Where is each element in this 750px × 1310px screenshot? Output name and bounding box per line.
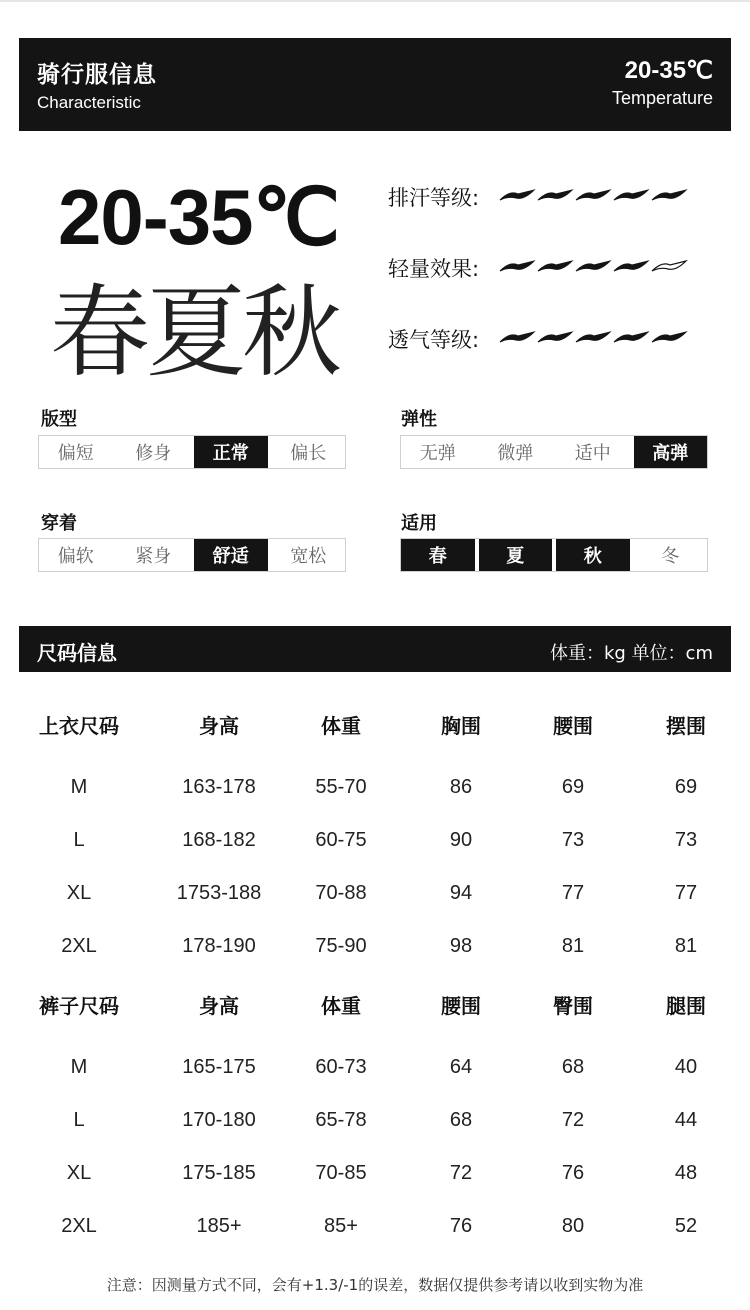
table-header-row <box>19 986 731 1026</box>
table-header-row <box>19 706 731 746</box>
table-cell: 64 <box>449 1056 473 1078</box>
table-header-cell: 身高 <box>199 994 239 1018</box>
table-row <box>19 1047 731 1087</box>
table-cell: 69 <box>561 776 585 798</box>
table-cell: 69 <box>674 776 698 798</box>
table-cell: 73 <box>674 829 698 851</box>
table-cell: 185+ <box>196 1215 242 1237</box>
rating-swoosh-icons <box>498 184 698 208</box>
swoosh-icon <box>614 261 648 271</box>
option-chip: 春 <box>401 539 475 571</box>
table-cell: L <box>73 829 85 851</box>
temperature-label: Temperature <box>611 88 713 108</box>
swoosh-icon <box>500 261 534 271</box>
table-cell: 73 <box>561 829 585 851</box>
table-cell: 52 <box>674 1215 698 1237</box>
option-chip: 无弹 <box>419 443 456 464</box>
size-units: 体重：kg 单位：cm <box>549 643 713 664</box>
swoosh-icon <box>576 261 610 271</box>
option-chip: 偏短 <box>57 443 94 464</box>
swoosh-icon <box>500 190 534 200</box>
table-header-cell: 胸围 <box>441 714 481 738</box>
table-cell: 163-178 <box>182 776 256 798</box>
table-cell: L <box>73 1109 85 1131</box>
table-cell: 2XL <box>61 1215 97 1237</box>
elasticity-options <box>400 435 708 469</box>
swoosh-icon <box>652 190 686 200</box>
table-header-cell: 腰围 <box>441 994 481 1018</box>
table-row <box>19 873 731 913</box>
option-chip: 微弹 <box>497 443 534 464</box>
fit-options <box>38 435 346 469</box>
table-cell: 85+ <box>324 1215 358 1237</box>
table-cell: 80 <box>561 1215 585 1237</box>
table-header-cell: 臀围 <box>553 994 593 1018</box>
elasticity-title: 弹性 <box>401 409 437 430</box>
table-cell: 60-73 <box>315 1056 367 1078</box>
option-chip: 适中 <box>574 443 611 464</box>
table-cell: M <box>70 776 88 798</box>
info-title: 骑行服信息 <box>37 62 157 88</box>
table-cell: 76 <box>561 1162 585 1184</box>
table-cell: 98 <box>449 935 473 957</box>
temperature-range: 20-35℃ <box>624 57 713 84</box>
option-chip: 高弹 <box>634 436 708 468</box>
table-cell: 44 <box>674 1109 698 1131</box>
table-cell: 1753-188 <box>176 882 262 904</box>
table-header-cell: 体重 <box>321 714 361 738</box>
option-chip: 舒适 <box>194 539 268 571</box>
hero-seasons: 春夏秋 <box>50 274 338 391</box>
swoosh-icon <box>538 332 572 342</box>
top-divider <box>0 0 750 2</box>
table-cell: 70-85 <box>315 1162 367 1184</box>
table-cell: 48 <box>674 1162 698 1184</box>
table-cell: 68 <box>561 1056 585 1078</box>
table-row <box>19 1206 731 1246</box>
season-title: 适用 <box>401 513 437 534</box>
table-cell: 55-70 <box>315 776 367 798</box>
table-cell: 81 <box>561 935 585 957</box>
swoosh-icon <box>538 261 572 271</box>
table-cell: 94 <box>449 882 473 904</box>
table-header-cell: 上衣尺码 <box>39 714 119 738</box>
table-row <box>19 1100 731 1140</box>
table-header-cell: 腰围 <box>553 714 593 738</box>
rating-label: 轻量效果: <box>388 257 480 281</box>
option-chip: 冬 <box>661 546 680 567</box>
table-cell: 40 <box>674 1056 698 1078</box>
rating-label: 透气等级: <box>388 328 480 352</box>
option-chip: 宽松 <box>290 546 327 567</box>
swoosh-icon <box>500 332 534 342</box>
hero-temperature: 20-35℃ <box>58 173 340 261</box>
measurement-note: 注意：因测量方式不同，会有+1.3/-1的误差，数据仅提供参考请以收到实物为准 <box>106 1276 644 1294</box>
table-cell: 175-185 <box>182 1162 256 1184</box>
table-cell: XL <box>66 882 92 904</box>
table-cell: 76 <box>449 1215 473 1237</box>
table-cell: 72 <box>561 1109 585 1131</box>
wear-feel-title: 穿着 <box>41 513 77 534</box>
table-cell: 72 <box>449 1162 473 1184</box>
table-cell: 170-180 <box>182 1109 256 1131</box>
table-cell: 77 <box>674 882 698 904</box>
swoosh-icon <box>576 190 610 200</box>
table-cell: 90 <box>449 829 473 851</box>
table-cell: 168-182 <box>182 829 256 851</box>
table-header-cell: 腿围 <box>666 994 706 1018</box>
size-title: 尺码信息 <box>37 641 117 665</box>
table-header-cell: 裤子尺码 <box>39 994 119 1018</box>
info-header-band <box>19 38 731 131</box>
table-cell: 86 <box>449 776 473 798</box>
option-chip: 偏长 <box>290 443 327 464</box>
table-cell: 165-175 <box>182 1056 256 1078</box>
wear-feel-options <box>38 538 346 572</box>
table-row <box>19 767 731 807</box>
table-cell: 60-75 <box>315 829 367 851</box>
swoosh-icon <box>538 190 572 200</box>
size-header-band <box>19 626 731 672</box>
table-header-cell: 体重 <box>321 994 361 1018</box>
swoosh-icon <box>576 332 610 342</box>
season-options <box>400 538 708 572</box>
fit-title: 版型 <box>41 409 77 430</box>
table-header-cell: 摆围 <box>666 714 706 738</box>
rating-swoosh-icons <box>498 326 698 350</box>
swoosh-icon <box>614 332 648 342</box>
rating-label: 排汗等级: <box>388 186 480 210</box>
option-chip: 秋 <box>556 539 630 571</box>
table-cell: 178-190 <box>182 935 256 957</box>
table-cell: 2XL <box>61 935 97 957</box>
table-cell: M <box>70 1056 88 1078</box>
rating-swoosh-icons <box>498 255 698 279</box>
table-cell: 70-88 <box>315 882 367 904</box>
option-chip: 修身 <box>135 443 172 464</box>
option-chip: 紧身 <box>135 546 172 567</box>
table-cell: 65-78 <box>315 1109 367 1131</box>
table-header-cell: 身高 <box>199 714 239 738</box>
option-chip: 正常 <box>194 436 268 468</box>
table-cell: 68 <box>449 1109 473 1131</box>
table-cell: 75-90 <box>315 935 367 957</box>
table-cell: 81 <box>674 935 698 957</box>
table-cell: XL <box>66 1162 92 1184</box>
option-chip: 夏 <box>479 539 553 571</box>
table-row <box>19 820 731 860</box>
swoosh-icon <box>652 332 686 342</box>
table-cell: 77 <box>561 882 585 904</box>
info-subtitle: Characteristic <box>37 93 141 112</box>
table-row <box>19 926 731 966</box>
swoosh-icon <box>614 190 648 200</box>
swoosh-icon <box>652 261 686 271</box>
option-chip: 偏软 <box>57 546 94 567</box>
table-row <box>19 1153 731 1193</box>
